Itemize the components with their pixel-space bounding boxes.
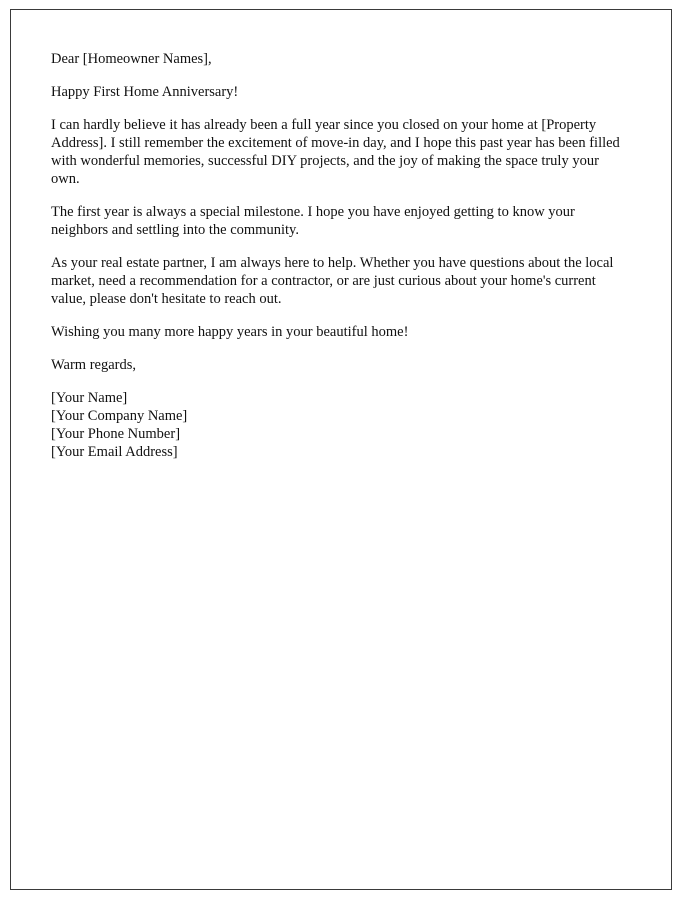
signature-name: [Your Name]: [51, 390, 128, 406]
salutation: Dear [Homeowner Names],: [51, 51, 212, 67]
signature-email: [Your Email Address]: [51, 444, 178, 460]
signature-block: [51, 389, 631, 461]
signature-company: [Your Company Name]: [51, 408, 188, 424]
signature-phone: [Your Phone Number]: [51, 426, 181, 442]
letter-body: [51, 50, 631, 461]
paragraph-3: As your real estate partner, I am always here to help. Whether you have questions about the local market, need a recommendation for a contractor, or are just curious about your home's current value, please don't hesitate to reach out.: [51, 255, 614, 307]
letter-page: [10, 9, 672, 890]
subject-line: Happy First Home Anniversary!: [51, 84, 239, 100]
paragraph-2: The first year is always a special milestone. I hope you have enjoyed getting to know your neighbors and settling into the community.: [51, 204, 575, 238]
paragraph-4: Wishing you many more happy years in your beautiful home!: [51, 324, 409, 340]
paragraph-1: I can hardly believe it has already been a full year since you closed on your home at [Property Address]. I still remember the excitement of move-in day, and I hope this past year has been filled with wonderful memories, successful DIY projects, and the joy of making the space truly your own.: [51, 117, 620, 187]
closing: Warm regards,: [51, 357, 136, 373]
